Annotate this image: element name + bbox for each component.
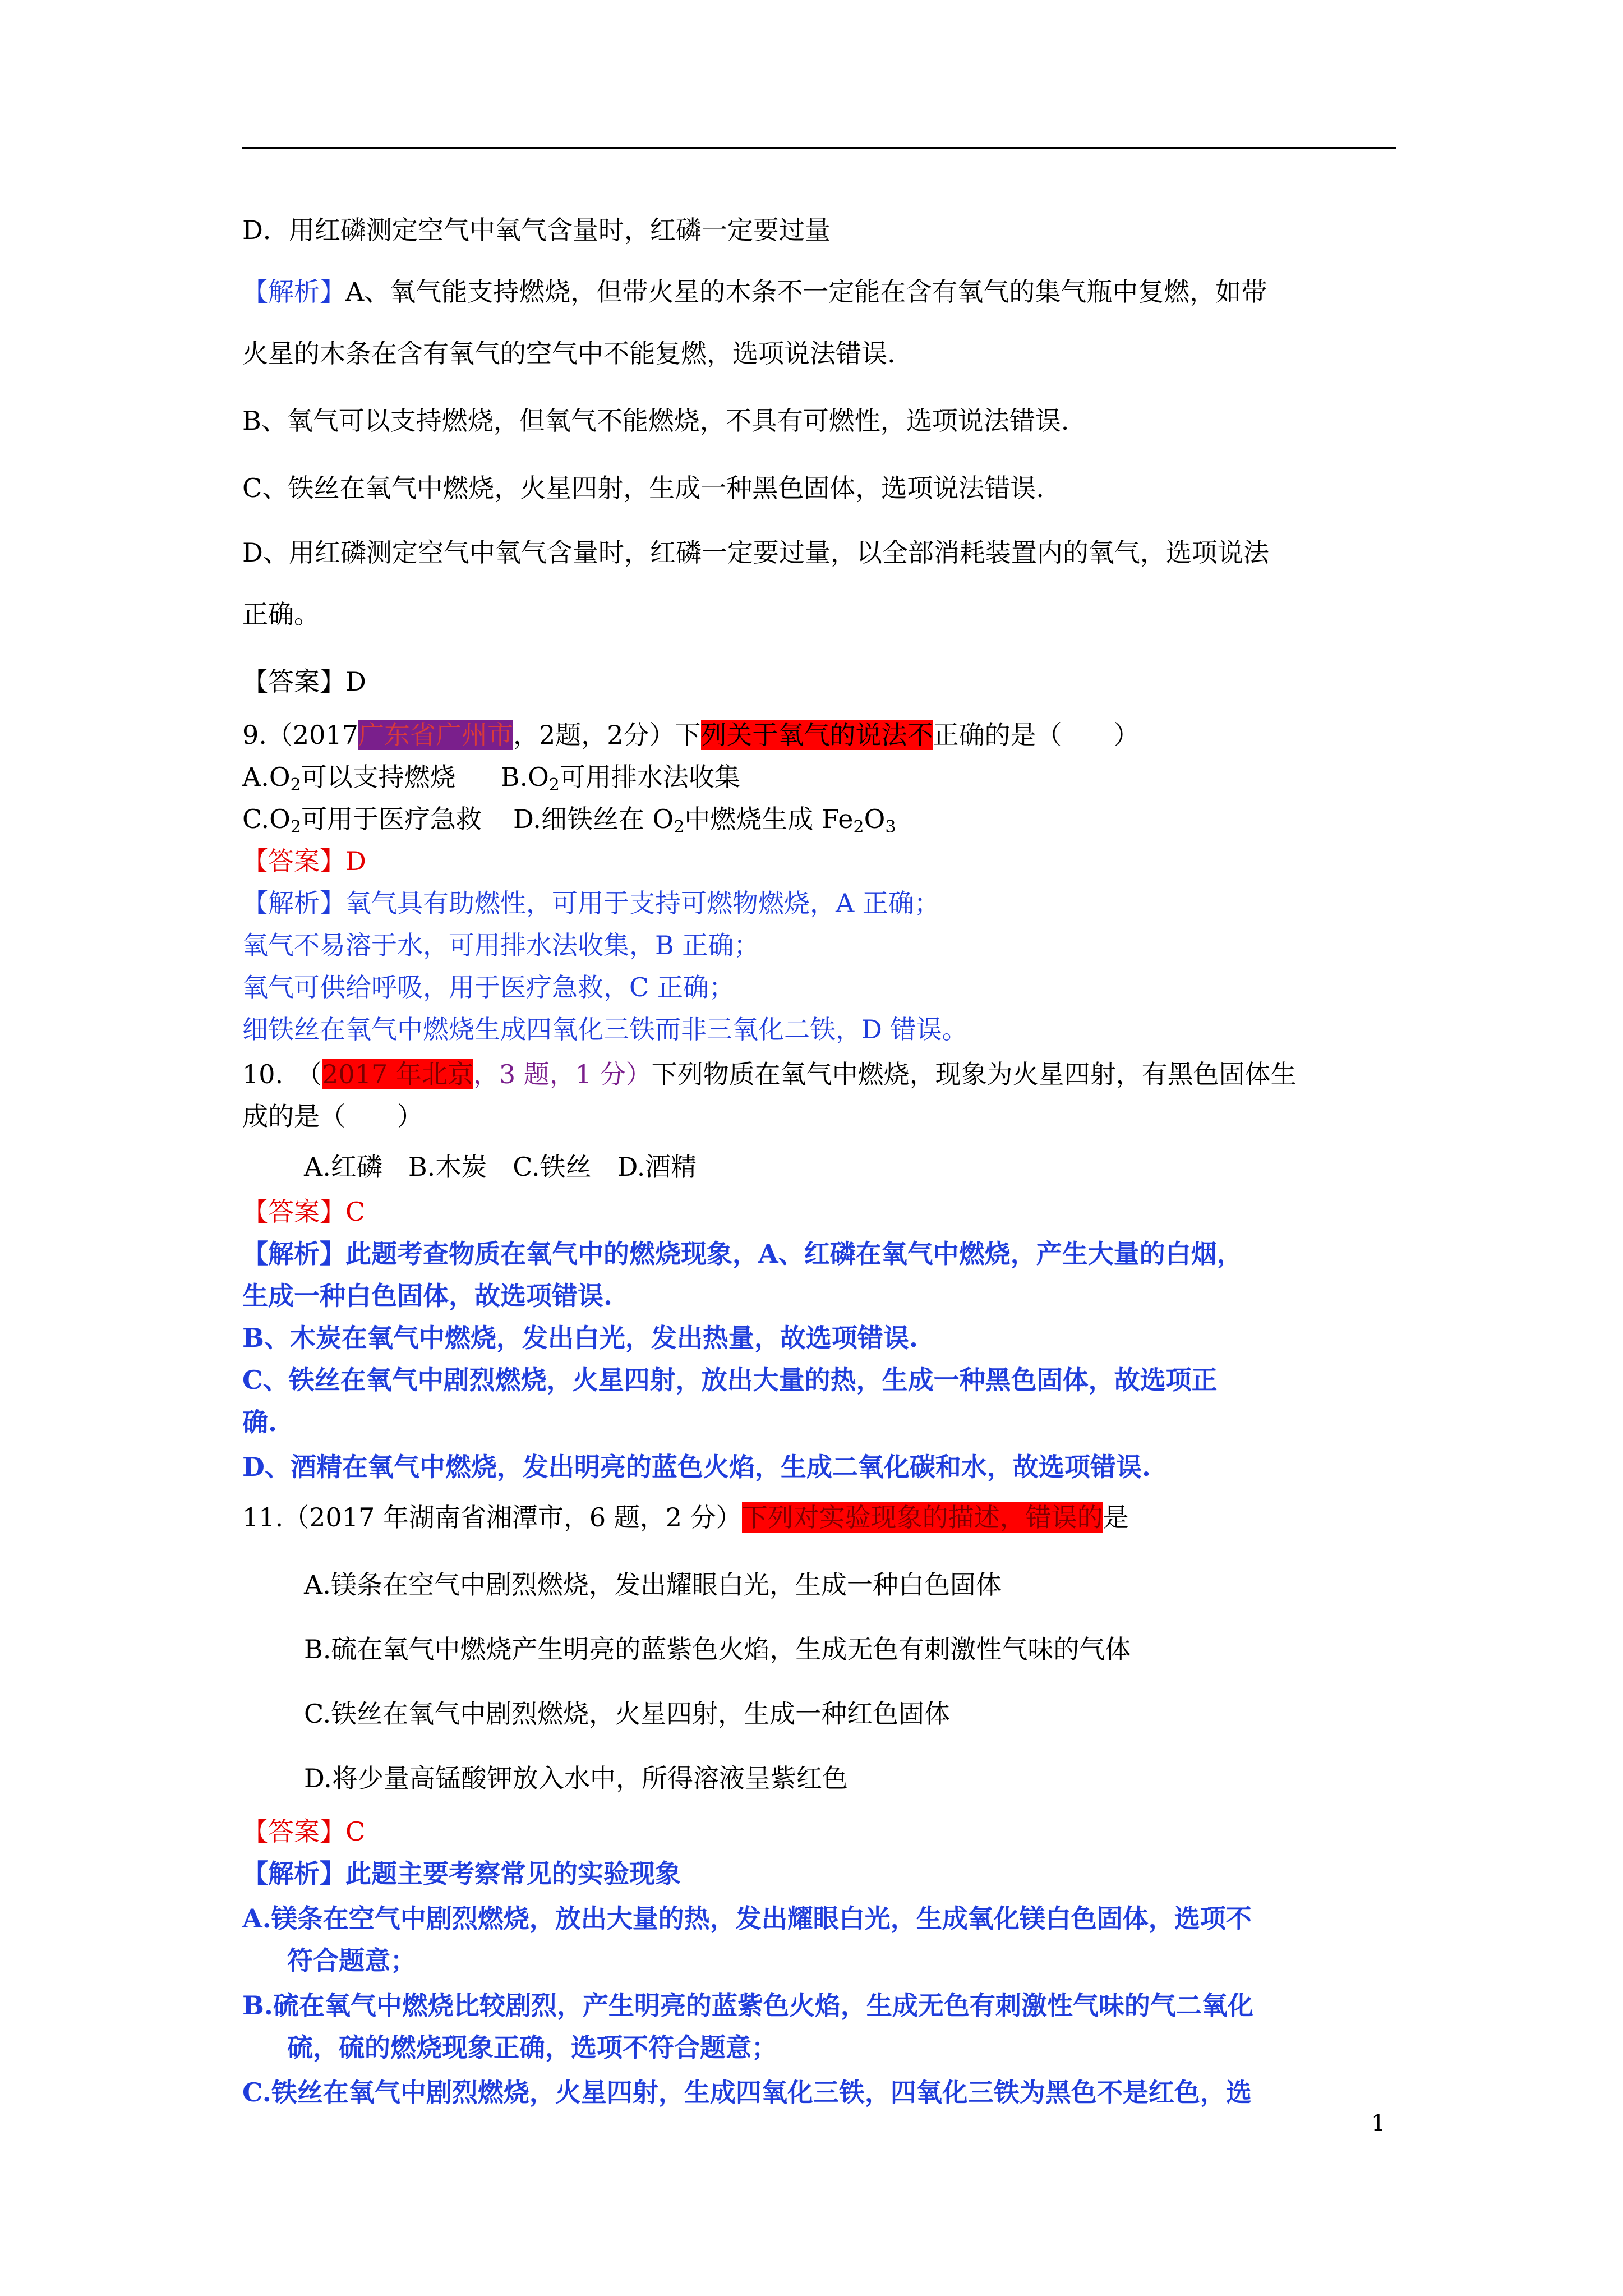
- question-11-analysis: B.硫在氧气中燃烧比较剧烈，产生明亮的蓝紫色火焰，生成无色有刺激性气味的气二氧化: [242, 1990, 1253, 2021]
- question-11-option-b: B.硫在氧气中燃烧产生明亮的蓝紫色火焰，生成无色有刺激性气味的气体: [304, 1634, 1131, 1664]
- analysis-line: D、用红磷测定空气中氧气含量时，红磷一定要过量，以全部消耗装置内的氧气，选项说法: [242, 537, 1269, 568]
- question-11-analysis: 符合题意；: [287, 1945, 416, 1976]
- question-9-answer: 【答案】D: [242, 846, 366, 876]
- analysis-line: 正确。: [242, 599, 320, 629]
- question-11-analysis: 【解析】此题主要考察常见的实验现象: [242, 1858, 681, 1889]
- question-9-options-ab: $A.O_2$可以支持燃烧 $B.O_2$可用排水法收集: [242, 762, 740, 795]
- question-10-analysis: 确.: [242, 1407, 278, 1437]
- answer-label: 【答案】: [242, 666, 345, 697]
- question-11-stem: 11.（2017 年湖南省湘潭市，6 题，2 分）下列对实验现象的描述，错误的是: [242, 1502, 1129, 1533]
- question-10-analysis: 生成一种白色固体，故选项错误.: [242, 1281, 613, 1311]
- question-11-option-a: A.镁条在空气中剧烈燃烧，发出耀眼白光，生成一种白色固体: [304, 1570, 1002, 1600]
- question-10-options: A.红磷 B.木炭 C.铁丝 D.酒精: [304, 1152, 697, 1182]
- analysis-line: 【解析】A、氧气能支持燃烧，但带火星的木条不一定能在含有氧气的集气瓶中复燃，如带: [242, 277, 1267, 307]
- question-9-stem: 9.（2017广东省广州市，2题，2分）下列关于氧气的说法不正确的是（ ）: [242, 720, 1140, 750]
- question-10-stem: 10. （2017 年北京，3 题，1 分）下列物质在氧气中燃烧，现象为火星四射，有黑色固体生: [242, 1059, 1297, 1089]
- answer-value: D: [345, 666, 366, 697]
- question-11-analysis: 硫，硫的燃烧现象正确，选项不符合题意；: [287, 2032, 777, 2063]
- analysis-line: 火星的木条在含有氧气的空气中不能复燃，选项说法错误.: [242, 338, 896, 369]
- question-10-analysis: 【解析】此题考查物质在氧气中的燃烧现象，A、红磷在氧气中燃烧，产生大量的白烟，: [242, 1239, 1243, 1269]
- answer-line: [242, 665, 366, 698]
- question-9-analysis: 氧气不易溶于水，可用排水法收集，B 正确；: [242, 930, 760, 960]
- question-9-analysis: 细铁丝在氧气中燃烧生成四氧化三铁而非三氧化二铁，D 错误。: [242, 1014, 968, 1045]
- option-d-prev: D．用红磷测定空气中氧气含量时，红磷一定要过量: [242, 215, 831, 245]
- question-10-answer: 【答案】C: [242, 1197, 366, 1227]
- analysis-line: B、氧气可以支持燃烧，但氧气不能燃烧，不具有可燃性，选项说法错误.: [242, 406, 1069, 436]
- question-10-analysis: C、铁丝在氧气中剧烈燃烧，火星四射，放出大量的热，生成一种黑色固体，故选项正: [242, 1365, 1218, 1395]
- stem-highlight: 列关于氧气的说法不: [700, 720, 933, 750]
- question-11-option-d: D.将少量高锰酸钾放入水中，所得溶液呈紫红色: [304, 1763, 848, 1793]
- question-11-analysis: C.铁丝在氧气中剧烈燃烧，火星四射，生成四氧化三铁，四氧化三铁为黑色不是红色，选: [242, 2077, 1252, 2108]
- question-11-answer: 【答案】C: [242, 1816, 366, 1847]
- question-9-analysis: 氧气可供给呼吸，用于医疗急救，C 正确；: [242, 972, 735, 1002]
- analysis-line: C、铁丝在氧气中燃烧，火星四射，生成一种黑色固体，选项说法错误.: [242, 473, 1044, 503]
- question-11-analysis: A.镁条在空气中剧烈燃烧，放出大量的热，发出耀眼白光，生成氧化镁白色固体，选项不: [242, 1903, 1252, 1934]
- header-rule: [242, 147, 1396, 149]
- page-number: 1: [1371, 2110, 1386, 2136]
- analysis-label: 【解析】: [242, 277, 345, 307]
- question-10-stem: 成的是（ ）: [242, 1101, 423, 1131]
- question-11-option-c: C.铁丝在氧气中剧烈燃烧，火星四射，生成一种红色固体: [304, 1699, 951, 1729]
- question-10-analysis: B、木炭在氧气中燃烧，发出白光，发出热量，故选项错误.: [242, 1323, 918, 1353]
- stem-highlight: 下列对实验现象的描述，错误的: [741, 1502, 1103, 1533]
- source-highlight: 广东省广州市: [358, 720, 513, 750]
- source-highlight: 2017 年北京: [322, 1059, 473, 1089]
- question-9-analysis: 【解析】氧气具有助燃性，可用于支持可燃物燃烧，A 正确；: [242, 888, 940, 918]
- question-9-options-cd: $C.O_2$可用于医疗急救 D.细铁丝在 $O_2$中燃烧生成 $Fe_2O_3$: [242, 804, 896, 837]
- question-10-analysis: D、酒精在氧气中燃烧，发出明亮的蓝色火焰，生成二氧化碳和水，故选项错误.: [242, 1452, 1151, 1482]
